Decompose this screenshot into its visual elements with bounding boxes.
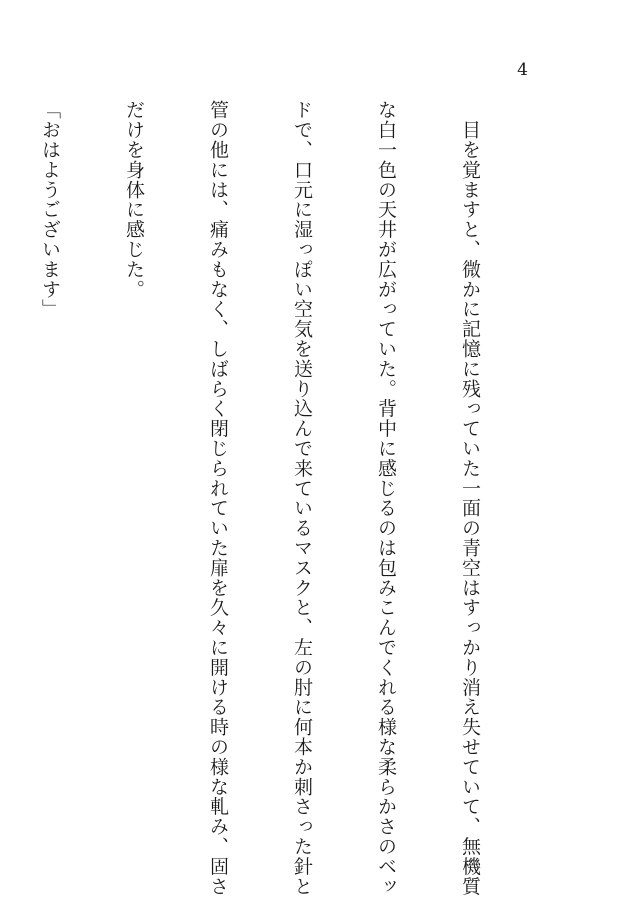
dialogue-line: 「おはようございます」	[39, 100, 61, 319]
text-line: だけを身体に感じた。	[123, 100, 145, 299]
text-line: な白一色の天井が広がっていた。背中に感じるのは包みこんでくれる様な柔らかさのベッ	[375, 100, 397, 896]
text-line: 管の他には、痛みもなく、しばらく閉じられていた扉を久々に開ける時の様な軋み、固さ	[207, 100, 229, 896]
text-line: ドで、口元に湿っぽい空気を送り込んで来ているマスクと、左の肘に何本か刺さった針と	[291, 100, 313, 896]
page-number: 4	[517, 60, 528, 80]
novel-text-body	[39, 100, 540, 896]
text-line: 目を覚ますと、微かに記憶に残っていた一面の青空はすっかり消え失せていて、無機質	[459, 100, 481, 896]
